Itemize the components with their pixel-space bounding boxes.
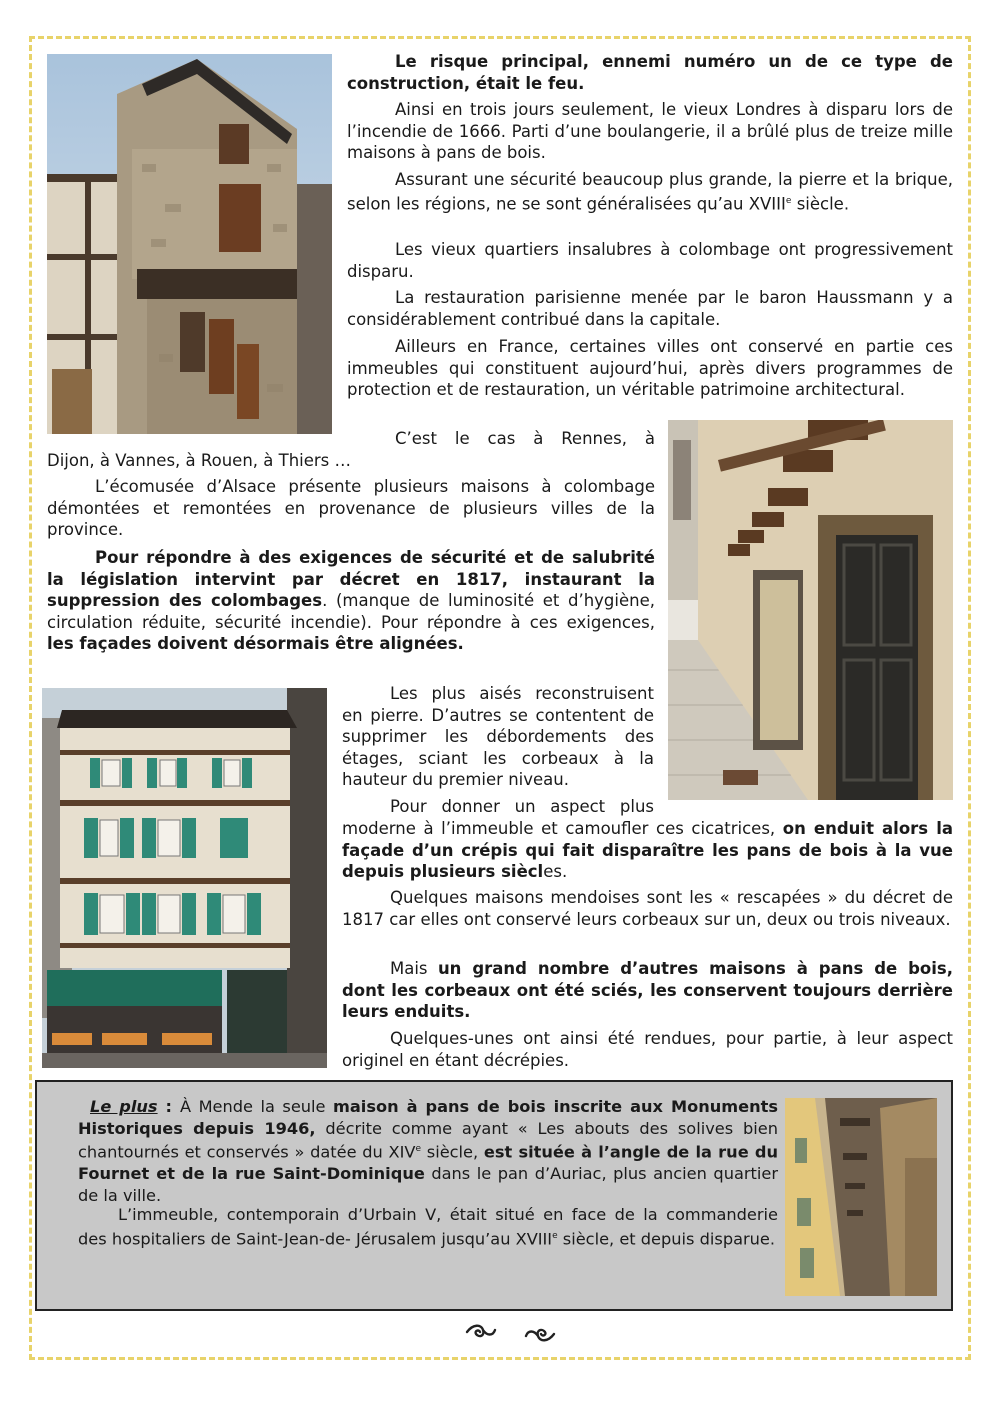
photo-stone-house xyxy=(47,54,332,434)
paragraph-fire-risk: Le risque principal, ennemi numéro un de ce type de construction, était le feu. xyxy=(347,52,953,93)
paragraph-stone-brick: Assurant une sécurité beaucoup plus grande, la pierre et la brique, selon les régions, ne se sont généralisées qu’au XVIIIe siècle. xyxy=(347,170,953,214)
paragraph-old-quarters: Les vieux quartiers insalubres à colombage ont progressivement disparu. xyxy=(347,240,953,281)
ornament-right-icon xyxy=(524,1322,556,1344)
paragraph-rebuild-stone: Les plus aisés reconstruisent en pierre. D’autres se contentent de supprimer les débordements des étages, sciant les corbeaux à la hauteur du premier niveau. xyxy=(342,684,654,790)
paragraph-ecomusee: L’écomusée d’Alsace présente plusieurs maisons à colombage démontées et remontées en provenance de plusieurs villes de la province. xyxy=(47,477,655,540)
paragraph-decree-1817: Pour répondre à des exigences de sécurité et de salubrité la législation intervint par décret en 1817, instaurant la suppression des colombages. (manque de luminosité et d’hygiène, circulation réduite, sécurité incendie). Pour répondre à ces exigences, les façades doivent désormais être alignées. xyxy=(47,548,655,654)
paragraph-rescapees: Quelques maisons mendoises sont les « rescapées » du décret de 1817 car elles ont conservé leurs corbeaux sur un, deux ou trois niveaux. xyxy=(342,888,953,929)
photo-narrow-alley xyxy=(785,1098,937,1296)
ornament-left-icon xyxy=(465,1322,497,1344)
photo-street-corbels xyxy=(668,420,953,800)
le-plus-label: Le plus xyxy=(90,1097,158,1116)
paragraph-modern-line1: Pour donner un aspect plus xyxy=(390,797,654,816)
paragraph-haussmann: La restauration parisienne menée par le baron Haussmann y a considérablement contribué dans la capitale. xyxy=(347,288,953,329)
le-plus-paragraph-1: Le plus : À Mende la seule maison à pans de bois inscrite aux Monuments Historiques depuis 1946, décrite comme ayant « Les abouts des solives bien chantournés et conservés » datée du XIVe siècle, est située à l’angle de la rue du Fournet et de la rue Saint-Dominique dans le pan d’Auriac, plus ancien quartier de la ville. xyxy=(78,1097,778,1205)
paragraph-london: Ainsi en trois jours seulement, le vieux Londres à disparu lors de l’incendie de 1666. Parti d’une boulangerie, il a brûlé plus de treize mille maisons à pans de bois. xyxy=(347,100,953,163)
paragraph-cities-line1: C’est le cas à Rennes, à xyxy=(395,429,655,448)
paragraph-cities-line2: Dijon, à Vannes, à Rouen, à Thiers … xyxy=(47,451,352,470)
paragraph-decrepies: Quelques-unes ont ainsi été rendues, pour partie, à leur aspect originel en étant décrépies. xyxy=(342,1029,953,1070)
le-plus-box xyxy=(35,1080,953,1311)
paragraph-elsewhere: Ailleurs en France, certaines villes ont conservé en partie ces immeubles qui constituent aujourd’hui, après divers programmes de protection et de restauration, un véritable patrimoine architectural. xyxy=(347,337,953,400)
photo-green-shutters xyxy=(42,688,327,1068)
paragraph-modern-rest: moderne à l’immeuble et camoufler ces cicatrices, on enduit alors la façade d’un crépis qui fait disparaître les pans de bois à la vue depuis plusieurs siècles. xyxy=(342,819,953,882)
paragraph-many-others: Mais un grand nombre d’autres maisons à pans de bois, dont les corbeaux ont été sciés, les conservent toujours derrière leurs enduits. xyxy=(342,959,953,1022)
le-plus-paragraph-2: L’immeuble, contemporain d’Urbain V, était situé en face de la commanderie des hospitaliers de Saint-Jean-de- Jérusalem jusqu’au XVIIIe siècle, et depuis disparue. xyxy=(78,1205,778,1248)
